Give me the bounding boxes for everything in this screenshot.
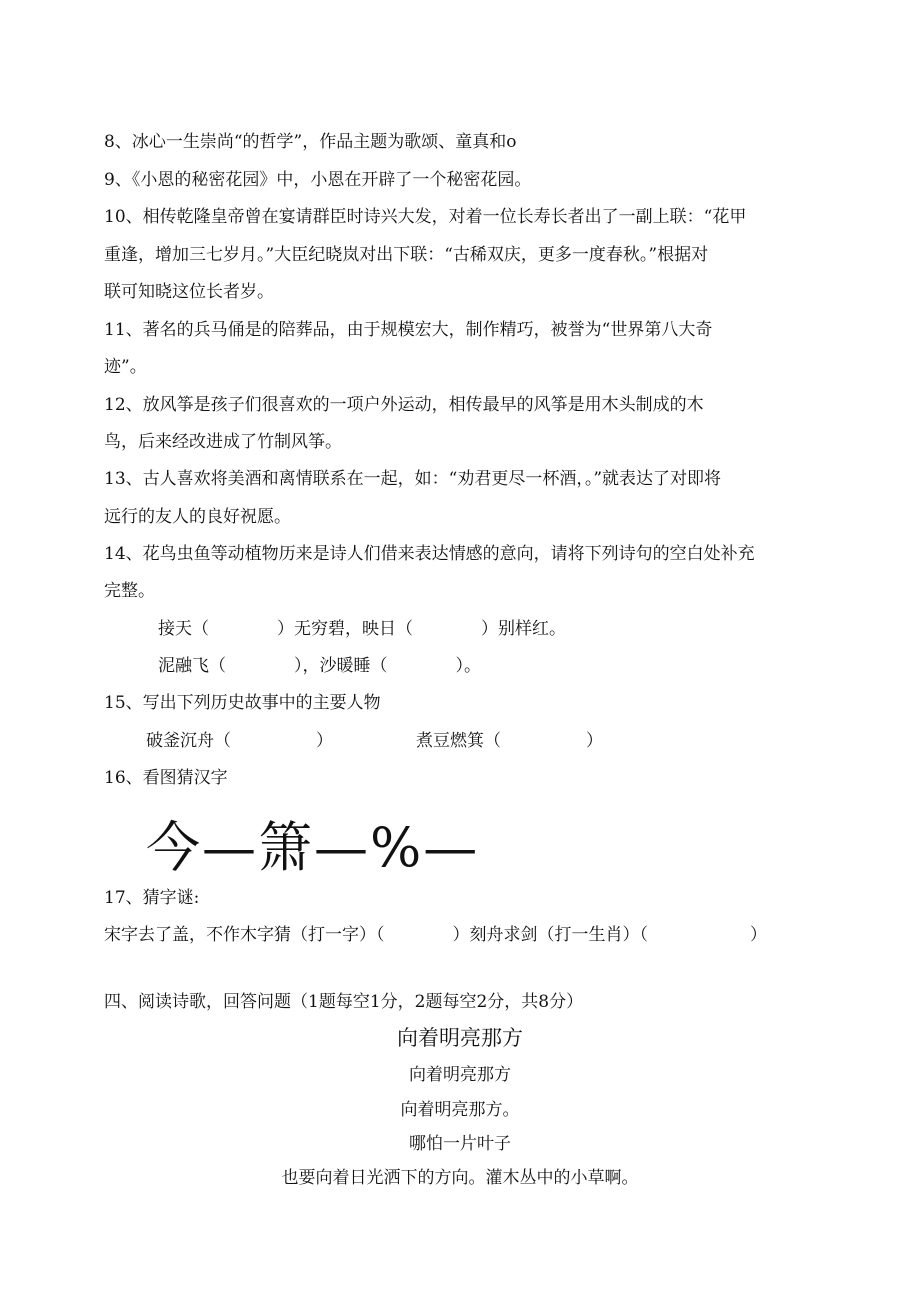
question-10-line-1: 10、相传乾隆皇帝曾在宴请群臣时诗兴大发，对着一位长寿长者出了一副上联：“花甲 — [104, 207, 747, 227]
question-13-line-1: 13、古人喜欢将美酒和离情联系在一起，如：“劝君更尽一杯酒，。”就表达了对即将 — [104, 469, 722, 489]
question-10-line-2: 重逢，增加三七岁月。”大臣纪晓岚对出下联：“古稀双庆，更多一度春秋。”根据对 — [104, 245, 709, 265]
poem-line-1: 向着明亮那方 — [409, 1065, 511, 1085]
question-10-line-3: 联可知晓这位长者岁。 — [104, 282, 274, 302]
question-12-line-1: 12、放风筝是孩子们很喜欢的一项户外运动，相传最早的风筝是用木头制成的木 — [104, 395, 704, 415]
question-15-item-b: 煮豆燃箕（ ） — [416, 731, 603, 751]
question-17: 17、猜字谜: — [104, 888, 200, 908]
poem-title: 向着明亮那方 — [397, 1026, 523, 1050]
poem-line-2: 向着明亮那方。 — [400, 1100, 520, 1120]
question-14-poem-2: 泥融飞（ ），沙暖睡（ ）。 — [158, 656, 481, 676]
question-12-line-2: 鸟，后来经改进成了竹制风筝。 — [104, 432, 342, 452]
poem-line-3: 哪怕一片叶子 — [409, 1134, 511, 1154]
poem-line-4: 也要向着日光洒下的方向。灌木丛中的小草啊。 — [281, 1168, 639, 1188]
question-11-line-1: 11、著名的兵马俑是的陪葬品，由于规模宏大，制作精巧，被誉为“世界第八大奇 — [104, 320, 713, 340]
question-16-picture-puzzle: 今—箫—%— — [146, 816, 480, 879]
question-13-line-2: 远行的友人的良好祝愿。 — [104, 507, 291, 527]
question-11-line-2: 迹”。 — [104, 357, 147, 377]
question-15: 15、写出下列历史故事中的主要人物 — [104, 693, 381, 713]
question-14-poem-1: 接天（ ）无穷碧，映日（ ）别样红。 — [158, 619, 566, 639]
question-14-line-1: 14、花鸟虫鱼等动植物历来是诗人们借来表达情感的意向，请将下列诗句的空白处补充 — [104, 544, 755, 564]
question-16: 16、看图猜汉字 — [104, 768, 228, 788]
question-9: 9、《小恩的秘密花园》中，小恩在开辟了一个秘密花园。 — [104, 170, 532, 190]
section-4-header: 四、阅读诗歌，回答问题（1题每空1分，2题每空2分，共8分） — [104, 992, 584, 1012]
question-14-line-2: 完整。 — [104, 581, 155, 601]
question-15-item-a: 破釜沉舟（ ） — [146, 731, 333, 751]
question-17-content: 宋字去了盖，不作木字猜（打一字）（ ）刻舟求剑（打一生肖）（ ） — [104, 925, 767, 945]
question-8: 8、冰心一生崇尚“的哲学”，作品主题为歌颂、童真和o — [104, 132, 517, 152]
